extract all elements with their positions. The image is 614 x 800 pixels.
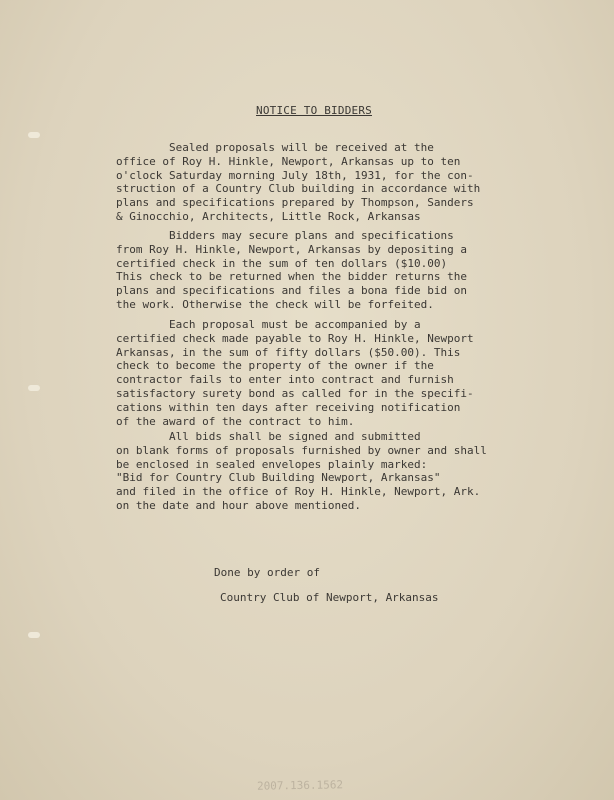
paragraph-line: "Bid for Country Club Building Newport, Arkansas" [116,471,441,485]
signature-line-done-by: Done by order of [214,566,320,579]
paragraph-line: contractor fails to enter into contract and furnish [116,373,454,387]
paragraph-line: cations within ten days after receiving notification [116,400,461,414]
paragraph-line: the work. Otherwise the check will be forfeited. [116,297,434,311]
paragraph-line: All bids shall be signed and submitted [116,430,421,443]
paragraph-line: This check to be returned when the bidder returns the [116,270,467,284]
paragraph-line: o'clock Saturday morning July 18th, 1931, for the con- [116,168,474,182]
paragraph-bids-submission [116,430,546,513]
paragraph-line: struction of a Country Club building in accordance with [116,182,481,196]
paragraph-line: Bidders may secure plans and specifications [116,229,454,242]
paragraph-line: & Ginocchio, Architects, Little Rock, Arkansas [116,209,421,223]
paragraph-line: on blank forms of proposals furnished by owner and shall [116,443,487,457]
paragraph-line: satisfactory surety bond as called for in the specifi- [116,386,474,400]
paragraph-line: from Roy H. Hinkle, Newport, Arkansas by depositing a [116,242,467,256]
signature-line-club: Country Club of Newport, Arkansas [220,591,439,604]
paragraph-plans [116,229,546,312]
punch-hole [28,632,40,638]
paragraph-line: office of Roy H. Hinkle, Newport, Arkansas up to ten [116,154,461,168]
paragraph-proposal-check [116,318,546,428]
paragraph-line: and filed in the office of Roy H. Hinkle, Newport, Ark. [116,485,481,499]
paragraph-line: on the date and hour above mentioned. [116,498,362,512]
notice-title: NOTICE TO BIDDERS [256,104,372,117]
paragraph-line: certified check made payable to Roy H. Hinkle, Newport [116,331,474,345]
paragraph-line: of the award of the contract to him. [116,414,355,428]
paragraph-line: be enclosed in sealed envelopes plainly marked: [116,457,428,471]
paragraph-line: Sealed proposals will be received at the [116,141,434,154]
paragraph-line: certified check in the sum of ten dollars ($10.00) [116,256,448,270]
paragraph-line: Each proposal must be accompanied by a [116,318,421,331]
paragraph-line: check to become the property of the owner if the [116,359,434,373]
archive-stamp: 2007.136.1562 [256,778,344,793]
punch-hole [28,132,40,138]
paragraph-sealed-proposals [116,141,546,224]
paragraph-line: Arkansas, in the sum of fifty dollars ($50.00). This [116,345,461,359]
paragraph-line: plans and specifications and files a bona fide bid on [116,284,467,298]
punch-hole [28,385,40,391]
paragraph-line: plans and specifications prepared by Thompson, Sanders [116,196,474,210]
